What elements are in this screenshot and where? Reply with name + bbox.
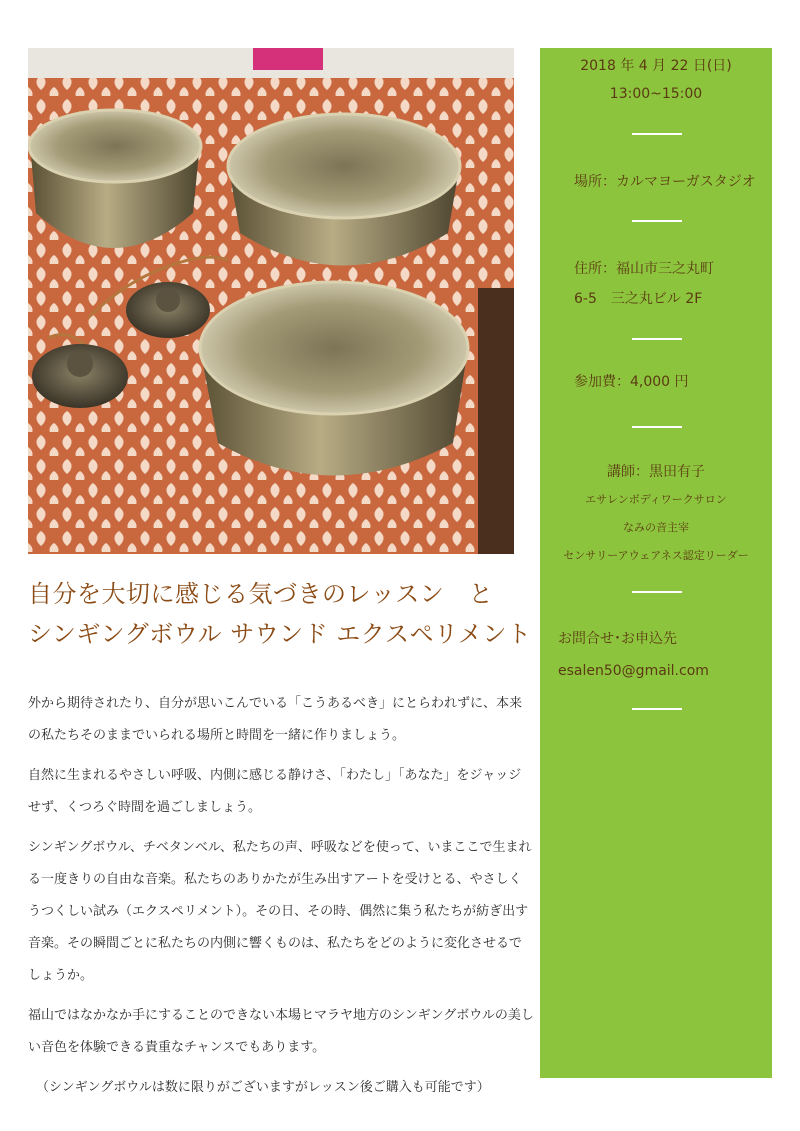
paragraph-4: 福山ではなかなか手にすることのできない本場ヒマラヤ地方のシンギングボウルの美しい音色を体験できる貴重なチャンスでもあります。	[28, 1008, 534, 1055]
contact-label: お問合せ･お申込先	[558, 631, 677, 647]
event-info-sidebar	[540, 48, 772, 1078]
instructor-role-1: エサレンボディワークサロン	[585, 493, 727, 506]
address-line-2: 6-5 三之丸ビル 2F	[574, 291, 703, 307]
separator	[632, 591, 682, 593]
contact-block	[558, 623, 768, 687]
description	[28, 688, 534, 1112]
paragraph-3: シンギングボウル、チベタンベル、私たちの声、呼吸などを使って、いまここで生まれる一度きりの自由な音楽。私たちのありかたが生み出すアートを受けとる、やさしくうつくしい試み（エクスペリメント）。その日、その時、偶然に集う私たちが紡ぎ出す音楽。その瞬間ごとに私たちの内側に響くものは、私たちをどのように変化させるでしょうか。	[28, 840, 532, 983]
separator	[632, 133, 682, 135]
event-title	[28, 574, 532, 654]
event-time: 13:00~15:00	[609, 86, 703, 102]
venue-block	[574, 168, 764, 196]
event-date: 2018 年 4 月 22 日(日)	[580, 58, 732, 74]
instructor-role-3: センサリーアウェアネス認定リーダー	[563, 549, 749, 562]
title-line-1: 自分を大切に感じる気づきのレッスン と	[28, 580, 494, 608]
separator	[632, 708, 682, 710]
fee-block	[574, 368, 764, 396]
separator	[632, 220, 682, 222]
paragraph-1: 外から期待されたり、自分が思いこんでいる「こうあるべき」にとらわれずに、本来の私たちそのままでいられる場所と時間を一緒に作りましょう。	[28, 696, 523, 743]
paragraph-2: 自然に生まれるやさしい呼吸、内側に感じる静けさ、「わたし」「あなた」をジャッジせず、くつろぐ時間を過ごしましょう。	[28, 768, 522, 815]
address-line-1: 住所：福山市三之丸町	[574, 261, 714, 277]
instructor-block	[540, 458, 772, 570]
instructor-name: 講師：黒田有子	[607, 464, 705, 480]
address-block	[574, 254, 764, 314]
title-line-2: シンギングボウル サウンド エクスペリメント	[28, 620, 532, 648]
event-venue: 場所：カルマヨーガスタジオ	[574, 174, 756, 190]
purchase-note: （シンギングボウルは数に限りがございますがレッスン後ご購入も可能です）	[36, 1080, 490, 1095]
separator	[632, 338, 682, 340]
contact-email[interactable]: esalen50@gmail.com	[558, 663, 709, 679]
date-time-block	[540, 52, 772, 108]
event-fee: 参加費：4,000 円	[574, 374, 689, 390]
separator	[632, 426, 682, 428]
singing-bowls-photo	[28, 48, 514, 554]
instructor-role-2: なみの音主宰	[623, 521, 689, 534]
